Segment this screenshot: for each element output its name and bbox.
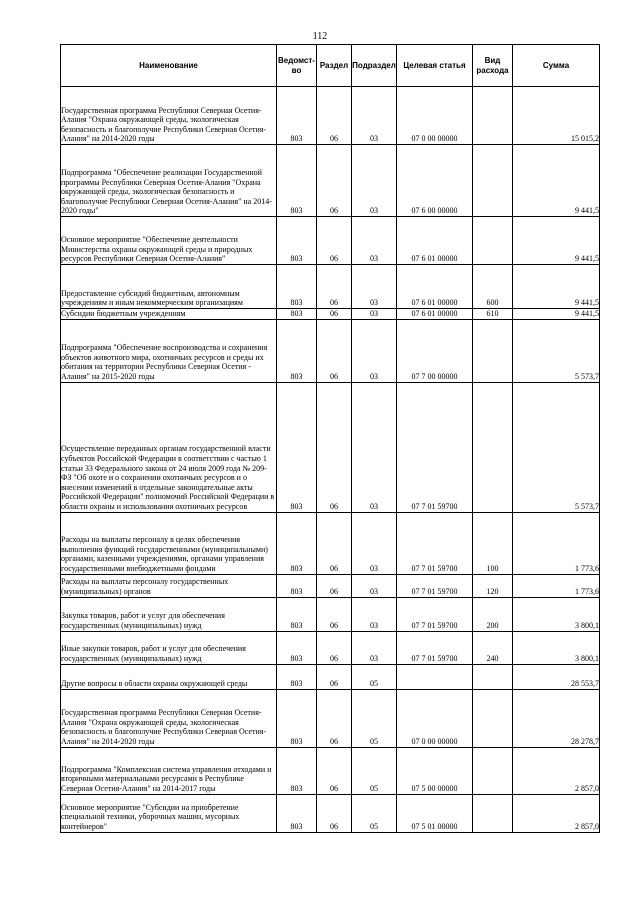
table-row xyxy=(61,87,600,145)
row-expense-kind-cell: 100 xyxy=(473,512,513,574)
row-department-cell: 803 xyxy=(277,747,317,794)
row-name-cell: Субсидии бюджетным учреждениям xyxy=(61,309,277,320)
header-expense-kind: Вид расхода xyxy=(473,45,513,87)
table-row xyxy=(61,747,600,794)
row-section-cell: 06 xyxy=(317,265,352,309)
row-section-cell: 06 xyxy=(317,382,352,512)
row-department-cell: 803 xyxy=(277,265,317,309)
row-expense-kind-cell: 600 xyxy=(473,265,513,309)
row-expense-kind-cell xyxy=(473,319,513,382)
row-expense-kind-cell: 610 xyxy=(473,309,513,320)
row-expense-kind-cell: 120 xyxy=(473,574,513,597)
row-expense-kind-cell: 240 xyxy=(473,631,513,664)
row-subsection-cell: 03 xyxy=(352,512,397,574)
row-name-cell: Государственная программа Республики Северная Осетия-Алания "Охрана окружающей среды, экологическая безопасность и благополучие Республики Северная Осетия-Алания" на 2014-2020 годы xyxy=(61,87,277,145)
row-name-cell: Государственная программа Республики Северная Осетия-Алания "Охрана окружающей среды, экологическая безопасность и благополучие Республики Северная Осетия-Алания" на 2014-2020 годы xyxy=(61,689,277,747)
row-name-cell: Осуществление переданных органам государственной власти субъектов Российской Федерации в соответствии с частью 1 статьи 33 Федерального закона от 24 июля 2009 года № 209-ФЗ "Об охоте и о сохранении охотничьих ресурсов и о внесении изменений в отдельные законодательные акты Российской Федерации" полномочий Российской Федерации в области охраны и использования охотничьих ресурсов xyxy=(61,382,277,512)
row-section-cell: 06 xyxy=(317,597,352,631)
row-amount-cell: 15 015,2 xyxy=(513,87,600,145)
row-target-article-cell: 07 7 01 59700 xyxy=(397,631,473,664)
row-amount-cell: 9 441,5 xyxy=(513,309,600,320)
row-target-article-cell: 07 7 01 59700 xyxy=(397,597,473,631)
row-target-article-cell: 07 7 00 00000 xyxy=(397,319,473,382)
table-row xyxy=(61,574,600,597)
row-amount-cell: 28 278,7 xyxy=(513,689,600,747)
row-department-cell: 803 xyxy=(277,631,317,664)
row-subsection-cell: 03 xyxy=(352,309,397,320)
row-name-cell: Расходы на выплаты персоналу государственных (муниципальных) органов xyxy=(61,574,277,597)
row-amount-cell: 5 573,7 xyxy=(513,319,600,382)
row-target-article-cell: 07 7 01 59700 xyxy=(397,512,473,574)
row-expense-kind-cell xyxy=(473,145,513,217)
row-target-article-cell: 07 0 00 00000 xyxy=(397,689,473,747)
header-subsection: Подраздел xyxy=(352,45,397,87)
row-section-cell: 06 xyxy=(317,512,352,574)
row-department-cell: 803 xyxy=(277,87,317,145)
row-expense-kind-cell xyxy=(473,747,513,794)
row-target-article-cell: 07 0 00 00000 xyxy=(397,87,473,145)
table-row xyxy=(61,512,600,574)
row-section-cell: 06 xyxy=(317,689,352,747)
row-name-cell: Предоставление субсидий бюджетным, автономным учреждениям и иным некоммерческим организациям xyxy=(61,265,277,309)
table-row xyxy=(61,217,600,265)
row-name-cell: Иные закупки товаров, работ и услуг для обеспечения государственных (муниципальных) нужд xyxy=(61,631,277,664)
row-expense-kind-cell xyxy=(473,382,513,512)
row-name-cell: Закупка товаров, работ и услуг для обеспечения государственных (муниципальных) нужд xyxy=(61,597,277,631)
row-amount-cell: 2 857,0 xyxy=(513,747,600,794)
row-expense-kind-cell: 200 xyxy=(473,597,513,631)
row-name-cell: Основное мероприятие "Субсидии на приобретение специальной техники, уборочных машин, мусорных контейнеров" xyxy=(61,794,277,832)
table-row xyxy=(61,309,600,320)
row-expense-kind-cell xyxy=(473,664,513,689)
row-expense-kind-cell xyxy=(473,217,513,265)
row-target-article-cell: 07 7 01 59700 xyxy=(397,382,473,512)
row-target-article-cell xyxy=(397,664,473,689)
table-row xyxy=(61,597,600,631)
row-section-cell: 06 xyxy=(317,664,352,689)
row-target-article-cell: 07 7 01 59700 xyxy=(397,574,473,597)
header-section: Раздел xyxy=(317,45,352,87)
table-row xyxy=(61,689,600,747)
page-number: 112 xyxy=(312,31,328,42)
row-department-cell: 803 xyxy=(277,145,317,217)
row-subsection-cell: 03 xyxy=(352,145,397,217)
row-subsection-cell: 03 xyxy=(352,382,397,512)
row-subsection-cell: 05 xyxy=(352,747,397,794)
row-amount-cell: 1 773,6 xyxy=(513,574,600,597)
row-subsection-cell: 03 xyxy=(352,631,397,664)
row-amount-cell: 3 800,1 xyxy=(513,597,600,631)
row-department-cell: 803 xyxy=(277,689,317,747)
row-target-article-cell: 07 6 01 00000 xyxy=(397,309,473,320)
row-section-cell: 06 xyxy=(317,631,352,664)
row-name-cell: Подпрограмма "Обеспечение реализации Государственной программы Республики Северная Осетия-Алания "Охрана окружающей среды, экологическая безопасность и благополучие Республики Северная Осетия-Алания" на 2014-2020 годы" xyxy=(61,145,277,217)
row-target-article-cell: 07 6 00 00000 xyxy=(397,145,473,217)
row-section-cell: 06 xyxy=(317,145,352,217)
row-amount-cell: 5 573,7 xyxy=(513,382,600,512)
row-subsection-cell: 03 xyxy=(352,265,397,309)
row-target-article-cell: 07 5 00 00000 xyxy=(397,747,473,794)
table-row xyxy=(61,265,600,309)
row-section-cell: 06 xyxy=(317,574,352,597)
row-subsection-cell: 05 xyxy=(352,794,397,832)
row-department-cell: 803 xyxy=(277,664,317,689)
row-department-cell: 803 xyxy=(277,382,317,512)
budget-table xyxy=(60,44,600,833)
row-target-article-cell: 07 5 01 00000 xyxy=(397,794,473,832)
row-subsection-cell: 03 xyxy=(352,574,397,597)
row-subsection-cell: 03 xyxy=(352,87,397,145)
row-expense-kind-cell xyxy=(473,87,513,145)
header-name: Наименование xyxy=(61,45,277,87)
row-amount-cell: 28 553,7 xyxy=(513,664,600,689)
row-department-cell: 803 xyxy=(277,512,317,574)
row-subsection-cell: 03 xyxy=(352,217,397,265)
row-expense-kind-cell xyxy=(473,794,513,832)
row-expense-kind-cell xyxy=(473,689,513,747)
row-amount-cell: 9 441,5 xyxy=(513,265,600,309)
row-amount-cell: 3 800,1 xyxy=(513,631,600,664)
table-row xyxy=(61,794,600,832)
row-subsection-cell: 05 xyxy=(352,664,397,689)
row-name-cell: Подпрограмма "Комплексная система управления отходами и вторичными материальными ресурсами в Республике Северная Осетия-Алания" на 2014-2017 годы xyxy=(61,747,277,794)
row-department-cell: 803 xyxy=(277,319,317,382)
row-target-article-cell: 07 6 01 00000 xyxy=(397,217,473,265)
table-row xyxy=(61,145,600,217)
table-row xyxy=(61,631,600,664)
row-subsection-cell: 03 xyxy=(352,319,397,382)
header-target-article: Целевая статья xyxy=(397,45,473,87)
row-department-cell: 803 xyxy=(277,597,317,631)
row-subsection-cell: 03 xyxy=(352,597,397,631)
row-name-cell: Основное мероприятие "Обеспечение деятельности Министерства охраны окружающей среды и природных ресурсов Республики Северная Осетия-Алания" xyxy=(61,217,277,265)
row-section-cell: 06 xyxy=(317,309,352,320)
row-section-cell: 06 xyxy=(317,217,352,265)
table-row xyxy=(61,319,600,382)
row-subsection-cell: 05 xyxy=(352,689,397,747)
row-section-cell: 06 xyxy=(317,794,352,832)
table-row xyxy=(61,382,600,512)
header-amount: Сумма xyxy=(513,45,600,87)
row-amount-cell: 1 773,6 xyxy=(513,512,600,574)
row-amount-cell: 2 857,0 xyxy=(513,794,600,832)
row-section-cell: 06 xyxy=(317,747,352,794)
row-department-cell: 803 xyxy=(277,309,317,320)
row-name-cell: Подпрограмма "Обеспечение воспроизводства и сохранения объектов животного мира, охотничьих ресурсов и среды их обитания на территории Республики Северная Осетия - Алания" на 2015-2020 годы xyxy=(61,319,277,382)
header-department: Ведомст-во xyxy=(277,45,317,87)
row-target-article-cell: 07 6 01 00000 xyxy=(397,265,473,309)
table-header-row xyxy=(61,45,600,87)
row-name-cell: Другие вопросы в области охраны окружающей среды xyxy=(61,664,277,689)
row-section-cell: 06 xyxy=(317,319,352,382)
row-section-cell: 06 xyxy=(317,87,352,145)
table-row xyxy=(61,664,600,689)
row-name-cell: Расходы на выплаты персоналу в целях обеспечения выполнения функций государственными (муниципальными) органами, казенными учреждениями, органами управления государственными внебюджетными фондами xyxy=(61,512,277,574)
row-department-cell: 803 xyxy=(277,574,317,597)
row-department-cell: 803 xyxy=(277,794,317,832)
row-amount-cell: 9 441,5 xyxy=(513,217,600,265)
row-amount-cell: 9 441,5 xyxy=(513,145,600,217)
row-department-cell: 803 xyxy=(277,217,317,265)
